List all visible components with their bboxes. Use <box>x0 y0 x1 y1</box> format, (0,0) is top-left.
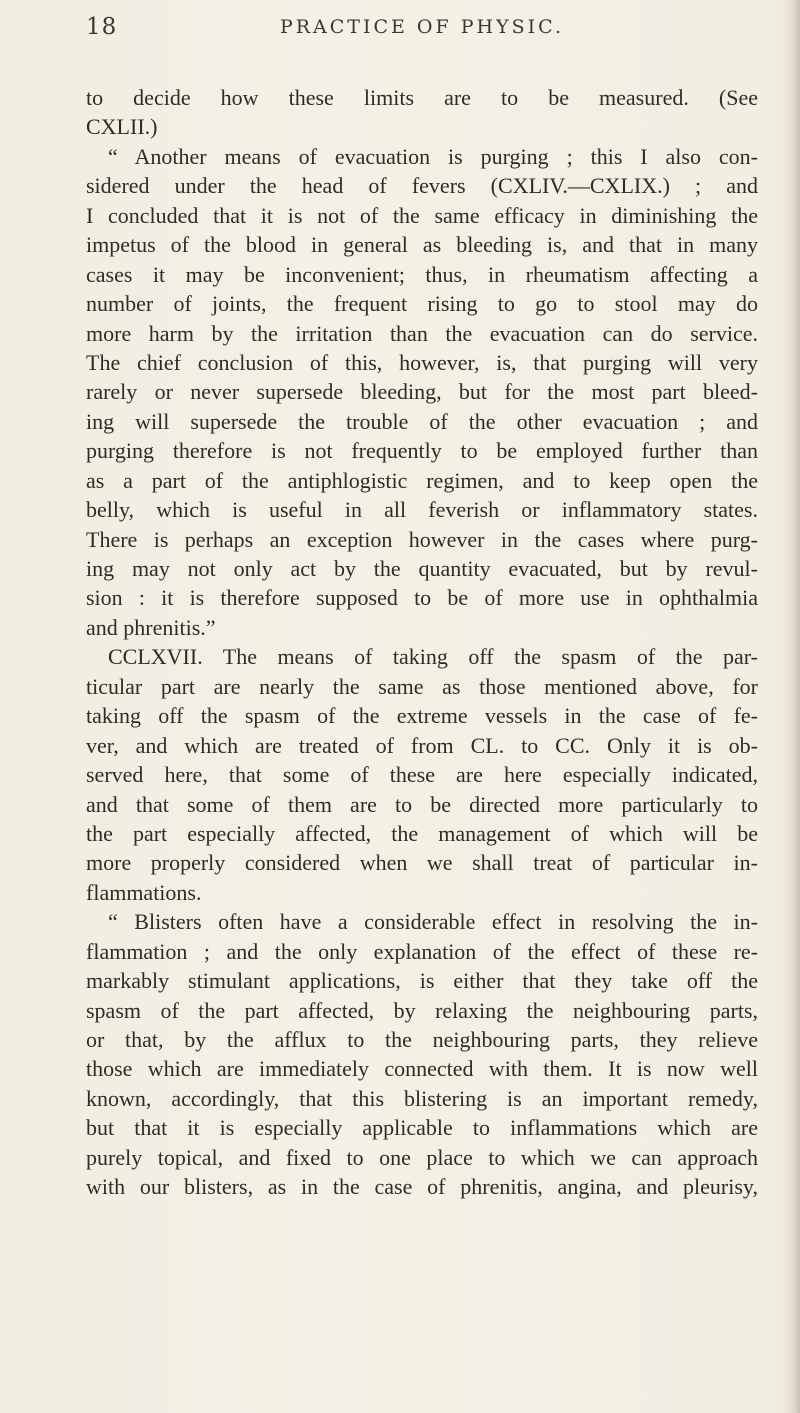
text-line: taking off the spasm of the extreme vessels in the case of fe- <box>86 703 758 729</box>
text-line: CCLXVII. The means of taking off the spasm of the par- <box>108 644 758 670</box>
text-line: I concluded that it is not of the same efficacy in diminishing the <box>86 202 758 228</box>
text-line: cases it may be inconvenient; thus, in rheumatism affecting a <box>86 261 758 287</box>
text-line: impetus of the blood in general as bleeding is, and that in many <box>86 232 758 258</box>
text-line: flammations. <box>86 879 202 905</box>
text-line: more properly considered when we shall treat of particular in- <box>86 850 758 876</box>
text-line: and that some of them are to be directed more particularly to <box>86 791 758 817</box>
page-header <box>86 14 758 48</box>
text-line: and phrenitis.” <box>86 614 216 640</box>
text-line: belly, which is useful in all feverish or inflammatory states. <box>86 497 758 523</box>
text-line: ver, and which are treated of from CL. to CC. Only it is ob- <box>86 732 758 758</box>
text-line: ticular part are nearly the same as those mentioned above, for <box>86 673 758 699</box>
text-line: purely topical, and fixed to one place to which we can approach <box>86 1144 758 1170</box>
text-line: ing will supersede the trouble of the other evacuation ; and <box>86 408 758 434</box>
text-line: There is perhaps an exception however in the cases where purg- <box>86 526 758 552</box>
text-line: but that it is especially applicable to inflammations which are <box>86 1115 758 1141</box>
text-line: The chief conclusion of this, however, is, that purging will very <box>86 349 758 375</box>
running-title: PRACTICE OF PHYSIC. <box>279 16 565 38</box>
text-line: markably stimulant applications, is either that they take off the <box>86 968 758 994</box>
text-line: the part especially affected, the management of which will be <box>86 820 758 846</box>
text-line: CXLII.) <box>86 114 158 140</box>
text-line: purging therefore is not frequently to be employed further than <box>86 438 758 464</box>
text-line: rarely or never supersede bleeding, but for the most part bleed- <box>86 379 758 405</box>
body-text <box>86 83 758 1202</box>
text-line: more harm by the irritation than the evacuation can do service. <box>86 320 758 346</box>
text-line: number of joints, the frequent rising to go to stool may do <box>86 291 758 317</box>
text-line: sion : it is therefore supposed to be of more use in ophthalmia <box>86 585 758 611</box>
text-line: spasm of the part affected, by relaxing the neighbouring parts, <box>86 997 758 1023</box>
text-line: flammation ; and the only explanation of the effect of these re- <box>86 938 758 964</box>
page-number: 18 <box>86 14 118 40</box>
text-line: ing may not only act by the quantity evacuated, but by revul- <box>86 556 758 581</box>
text-line: served here, that some of these are here especially indicated, <box>86 762 758 788</box>
text-line: sidered under the head of fevers (CXLIV.—CXLIX.) ; and <box>86 173 758 199</box>
text-line: as a part of the antiphlogistic regimen, and to keep open the <box>86 467 758 493</box>
text-line: known, accordingly, that this blistering is an important remedy, <box>86 1085 758 1111</box>
text-line: to decide how these limits are to be measured. (See <box>86 85 758 110</box>
text-line: or that, by the afflux to the neighbouring parts, they relieve <box>86 1027 758 1052</box>
text-line: with our blisters, as in the case of phrenitis, angina, and pleurisy, <box>86 1174 758 1200</box>
page-edge-shadow <box>786 0 800 1413</box>
text-line: “ Blisters often have a considerable effect in resolving the in- <box>108 909 758 935</box>
text-line: “ Another means of evacuation is purging ; this I also con- <box>108 143 758 169</box>
text-line: those which are immediately connected with them. It is now well <box>86 1056 758 1082</box>
